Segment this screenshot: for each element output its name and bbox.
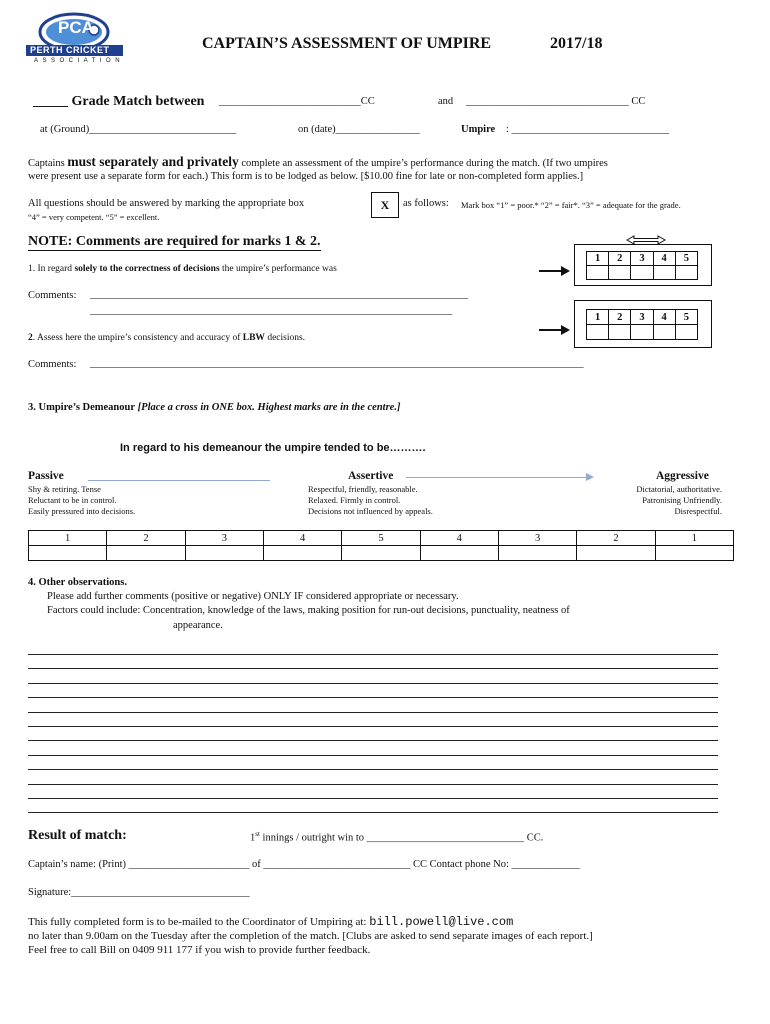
demeanour-label-4: 4 [263,531,341,546]
footer-line-3: Feel free to call Bill on 0409 911 177 if you wish to provide further feedback. [28,944,371,956]
q2-label-1: 1 [587,310,609,325]
q1-scale-labels [587,252,698,266]
q3-heading: 3. Umpire’s Demeanour [28,402,136,413]
pca-logo [22,12,127,68]
passive-line-3: Easily pressured into decisions. [28,506,136,516]
observation-line[interactable] [28,712,718,713]
q2-box-2[interactable] [609,325,631,340]
captain-name-line[interactable]: Captain’s name: (Print) _______________________ of ____________________________ CC Contact phone No: _____________ [28,859,580,870]
demeanour-scale-boxes [29,546,734,561]
demeanour-label-2: 2 [107,531,185,546]
q1-box-2[interactable] [609,266,631,280]
passive-line-1: Shy & retiring. Tense [28,484,101,494]
umpire-label: Umpire [461,124,496,135]
team1-field[interactable]: ___________________________CC [219,96,375,107]
q4-heading: 4. Other observations. [28,577,127,588]
q2-arrow-line [539,329,563,331]
scale-description-2: “4” = very competent. “5” = excellent. [28,212,160,222]
q3-tended-text: In regard to his demeanour the umpire tended to be………. [120,442,426,454]
q3-instruction: [Place a cross in ONE box. Highest marks are in the centre.] [137,402,401,413]
q2-number: 2 [28,333,33,343]
q2-bold: LBW [242,333,265,343]
observation-line[interactable] [28,654,718,655]
q1-label-2: 2 [609,252,631,266]
q1-label-5: 5 [675,252,697,266]
demeanour-label-9: 1 [655,531,733,546]
q2-scale-labels [587,310,698,325]
q1-label-4: 4 [653,252,675,266]
q2-text [28,333,305,343]
demeanour-label-5: 5 [342,531,420,546]
assertive-line-1: Respectful, friendly, reasonable. [308,484,418,494]
demeanour-box-9[interactable] [655,546,733,561]
q4-line-3: appearance. [173,620,223,631]
q1-scale-boxes [587,266,698,280]
instructions-lead: Captains [28,158,65,169]
footer-line-1 [28,915,513,929]
q2-comments-label: Comments: [28,359,77,370]
q2-box-1[interactable] [587,325,609,340]
demeanour-label-3: 3 [185,531,263,546]
result-innings-text: innings / outright win to ______________________________ CC. [262,832,544,844]
q1-bold: solely to the correctness of decisions [74,264,220,274]
demeanour-scale-labels [29,531,734,546]
observation-line[interactable] [28,812,718,813]
aggressive-guide-line [406,477,588,478]
ground-field[interactable]: at (Ground)____________________________ [40,124,237,135]
demeanour-label-7: 3 [498,531,576,546]
q1-scale-table [586,251,698,280]
season: 2017/18 [550,35,603,52]
mark-example-symbol: X [380,198,390,212]
q1-box-4[interactable] [653,266,675,280]
q1-number: 1. [28,264,36,274]
q2-scale-table [586,309,698,340]
umpire-field[interactable]: : ______________________________ [506,124,670,135]
q1-label-1: 1 [587,252,609,266]
q4-line-2: Factors could include: Concentration, knowledge of the laws, making position for run-out decisions, punctuality, neatness of [47,605,570,616]
logo-middle-text: PERTH CRICKET [30,45,110,55]
aggressive-lines [522,484,722,517]
q1-comments-line2[interactable]: _____________________________________________________________________ [90,305,453,316]
demeanour-box-6[interactable] [420,546,498,561]
assertive-line-3: Decisions not influenced by appeals. [308,506,433,516]
double-arrow-icon [626,232,666,242]
instructions-line1 [28,154,608,170]
demeanour-box-7[interactable] [498,546,576,561]
q1-box-5[interactable] [675,266,697,280]
demeanour-label-6: 4 [420,531,498,546]
date-field[interactable]: on (date)________________ [298,124,420,135]
footer-line-1-text: This fully completed form is to be-mailed to the Coordinator of Umpiring at: [28,916,367,928]
demeanour-label-1: 1 [29,531,107,546]
answer-follow: as follows: [403,198,449,209]
observation-line[interactable] [28,683,718,684]
q2-post: decisions. [267,333,306,343]
q1-label-3: 3 [631,252,653,266]
instructions-emphasis: must separately and privately [67,154,239,169]
answer-instruction: All questions should be answered by marking the appropriate box [28,198,305,209]
q2-arrow-head [561,325,570,335]
q4-heading-text: 4. Other observations [28,577,125,588]
demeanour-box-1[interactable] [29,546,107,561]
q1-comments-line1[interactable]: ________________________________________________________________________ [90,289,468,300]
footer-line-2: no later than 9.00am on the Tuesday after the completion of the match. [Clubs are asked to send separate images of each report.] [28,930,593,942]
demeanour-box-3[interactable] [185,546,263,561]
q1-comments-label: Comments: [28,290,77,301]
demeanour-box-4[interactable] [263,546,341,561]
assertive-line-2: Relaxed. Firmly in control. [308,495,401,505]
q1-box-1[interactable] [587,266,609,280]
q2-box-4[interactable] [653,325,675,340]
observation-line[interactable] [28,740,718,741]
observation-line[interactable] [28,755,718,756]
instructions-rest: complete an assessment of the umpire’s performance during the match. (If two umpires [241,158,608,169]
demeanour-scale-table [28,530,734,561]
q2-scale-boxes [587,325,698,340]
passive-title: Passive [28,470,64,482]
logo-top-text: PCA [58,18,94,37]
result-innings[interactable] [250,830,543,844]
q1-arrow-line [539,270,563,272]
passive-line-2: Reluctant to be in control. [28,495,117,505]
observation-line[interactable] [28,697,718,698]
demeanour-box-2[interactable] [107,546,185,561]
demeanour-box-5[interactable] [342,546,420,561]
q1-arrow-head [561,266,570,276]
assertive-title: Assertive [348,470,394,482]
note-heading: NOTE: Comments are required for marks 1 & 2. [28,234,321,249]
passive-guide-line [88,480,270,481]
result-ordinal: 1 [250,832,256,844]
grade-match-label: _____ Grade Match between [33,94,205,109]
observation-line[interactable] [28,798,718,799]
aggressive-line-1: Dictatorial, authoritative. [636,484,722,494]
result-label: Result of match: [28,828,127,843]
page-title: CAPTAIN’S ASSESSMENT OF UMPIRE [202,35,492,52]
q1-text [28,264,337,274]
q2-box-3[interactable] [631,325,653,340]
observation-line[interactable] [28,668,718,669]
q2-pre: . Assess here the umpire’s consistency and accuracy of [32,333,241,343]
q3-heading-row [28,402,400,413]
result-ordinal-suffix: st [255,830,260,838]
q2-box-5[interactable] [675,325,697,340]
aggressive-line-3: Disrespectful. [674,506,722,516]
demeanour-box-8[interactable] [577,546,655,561]
q2-comments-line[interactable]: ______________________________________________________________________________________________ [90,358,584,369]
aggressive-line-2: Patronising Unfriendly. [642,495,722,505]
q2-label-5: 5 [675,310,697,325]
q1-box-3[interactable] [631,266,653,280]
observation-line[interactable] [28,784,718,785]
aggressive-title: Aggressive [656,470,709,482]
guide-arrow-icon [586,473,594,481]
instructions-line2: were present use a separate form for each.) This form is to be lodged as below. [$10.00 fine for late or non-completed form applies.] [28,171,584,182]
observation-line[interactable] [28,769,718,770]
logo-bottom-text: ASSOCIATION [34,58,125,64]
q2-label-3: 3 [631,310,653,325]
observation-line[interactable] [28,726,718,727]
q1-pre: In regard [37,264,73,274]
signature-line[interactable]: Signature:__________________________________ [28,887,250,898]
team2-field[interactable]: _______________________________ CC [466,96,646,107]
q1-post: the umpire’s performance was [222,264,337,274]
mark-example-box [371,192,399,218]
demeanour-label-8: 2 [577,531,655,546]
q4-line-1: Please add further comments (positive or negative) ONLY IF considered appropriate or necessary. [47,591,459,602]
coordinator-email[interactable]: bill.powell@live.com [369,915,514,929]
scale-description: Mark box “1” = poor.* “2” = fair*. “3” = adequate for the grade. [461,200,681,210]
q2-label-4: 4 [653,310,675,325]
q2-label-2: 2 [609,310,631,325]
and-label: and [438,96,454,107]
